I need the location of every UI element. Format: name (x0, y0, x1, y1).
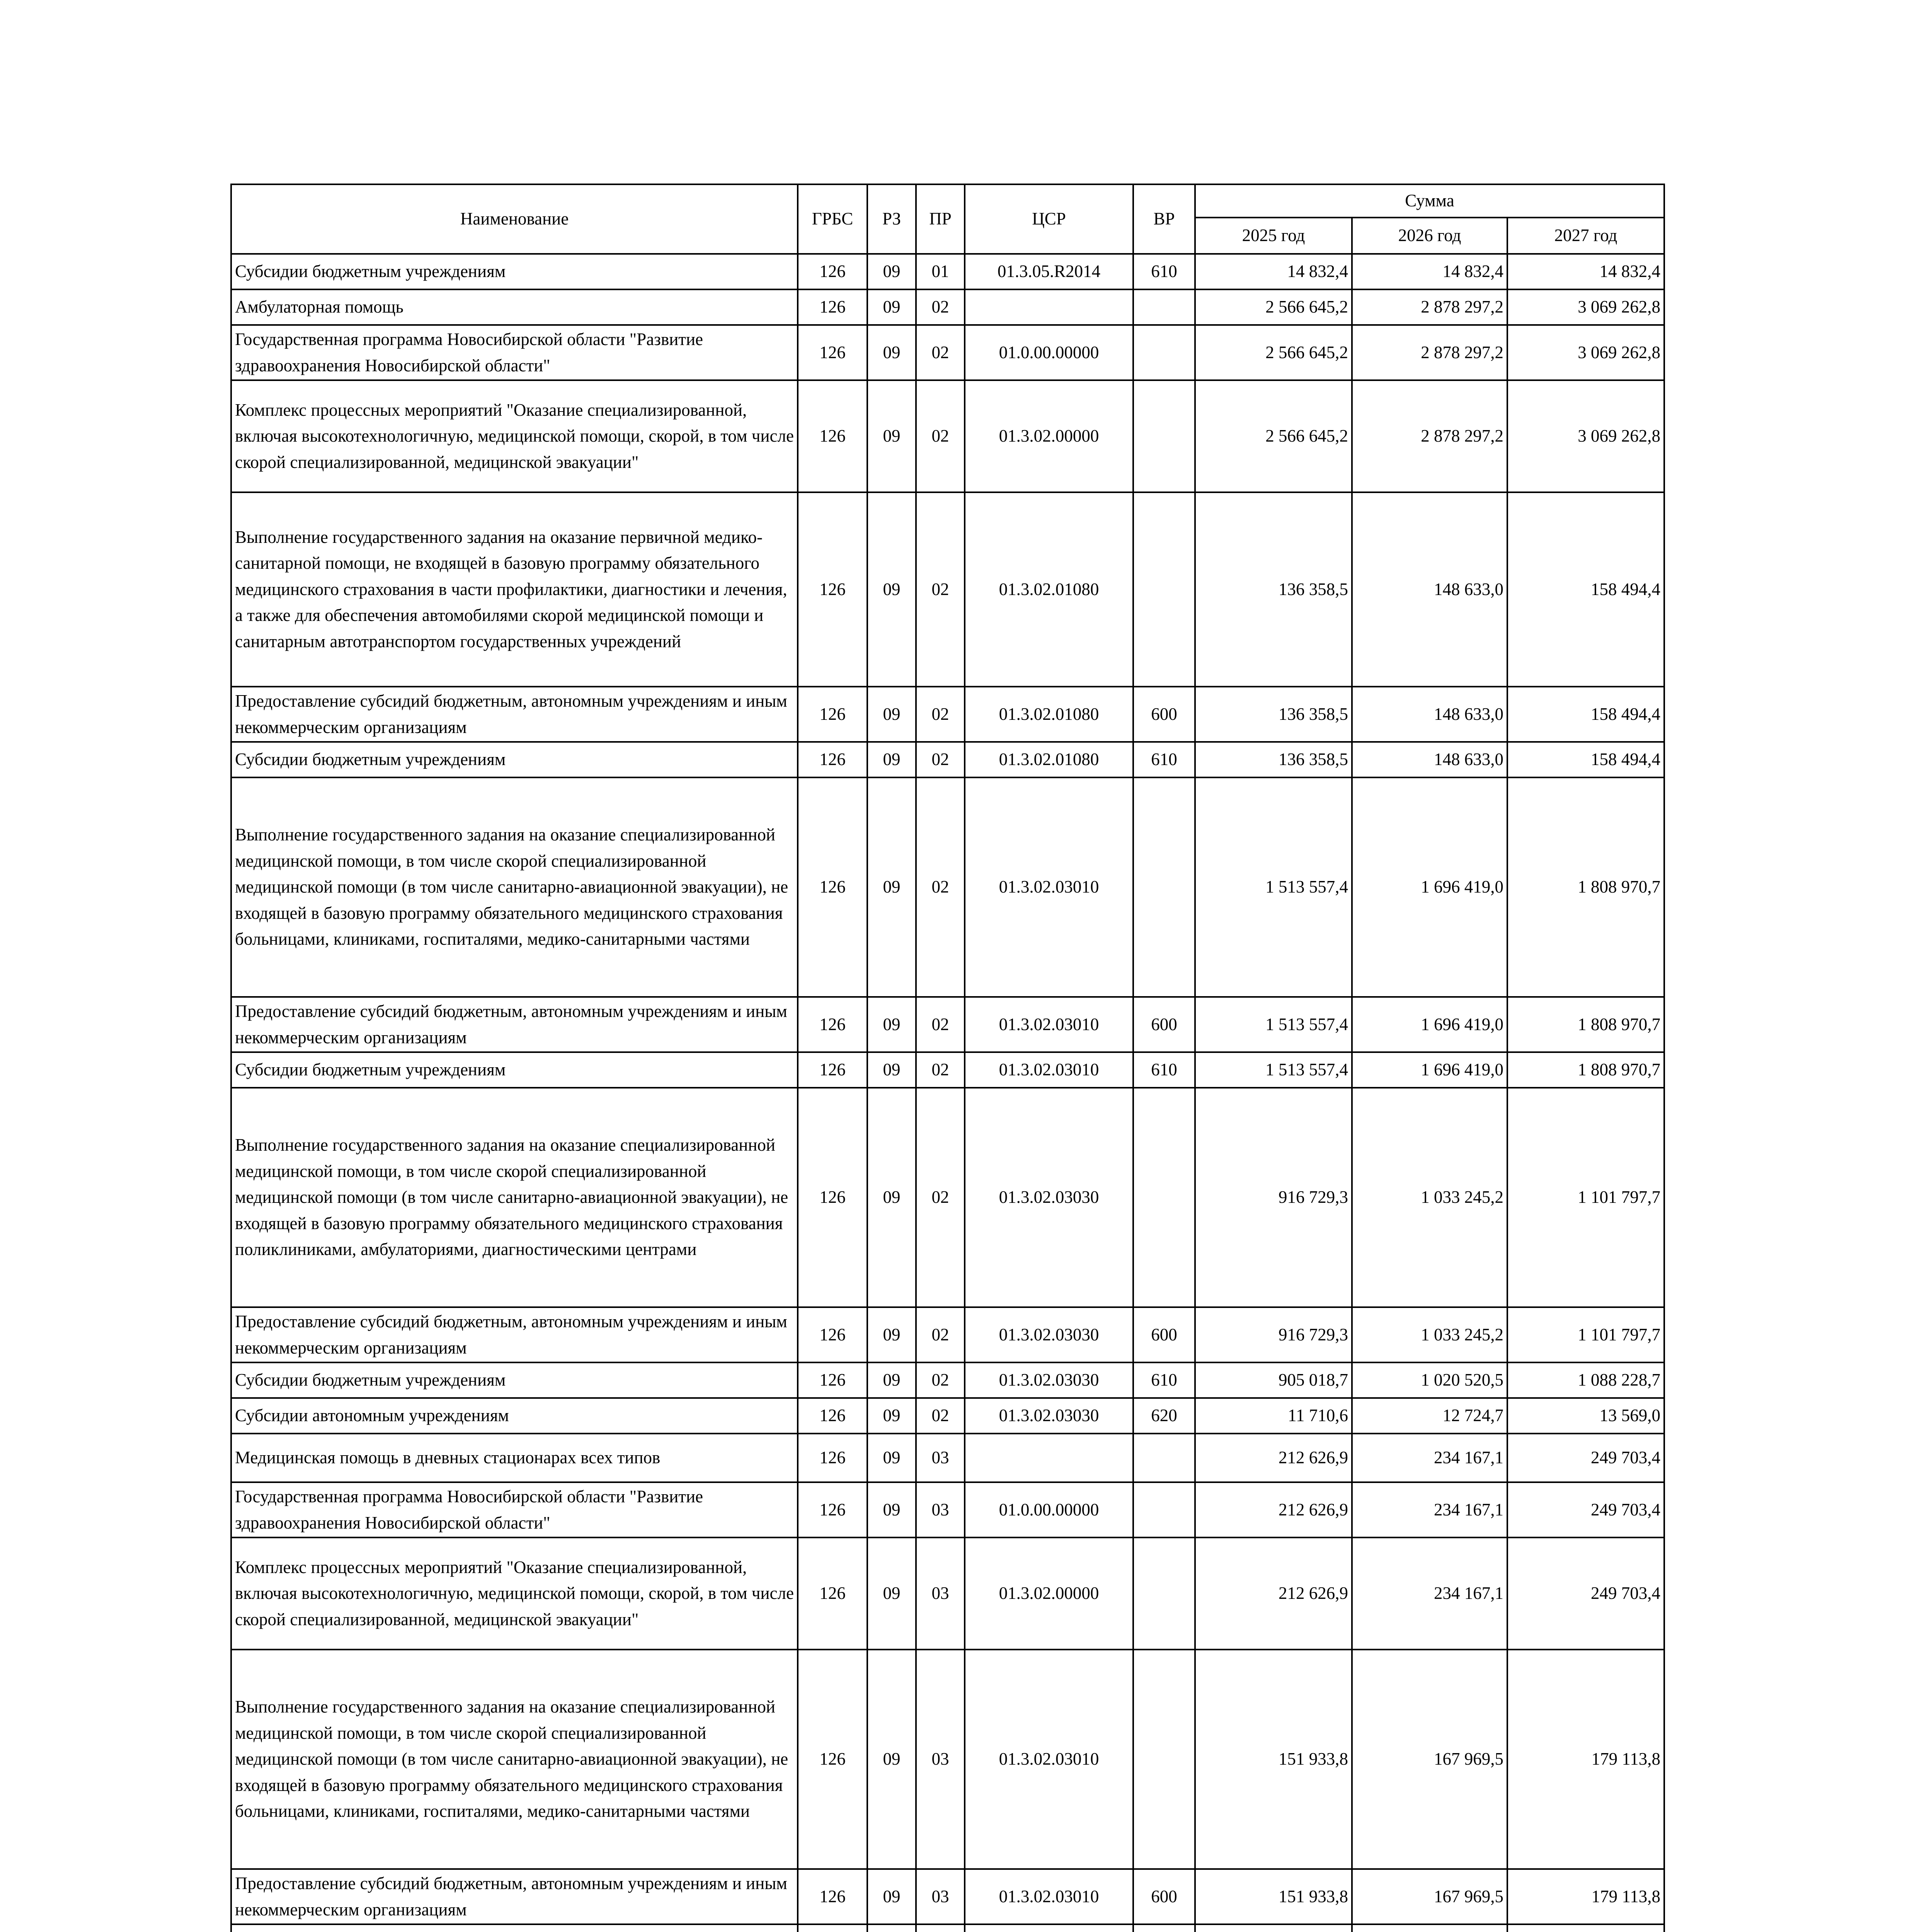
header-rz: РЗ (867, 184, 916, 254)
cell-name: Выполнение государственного задания на оказание специализированной медицинской помощи, в том числе скорой специализированной медицинской помощи (в том числе санитарно-авиационной эвакуации), не входящей в базовую программу обязательного медицинского страхования больницами, клиниками, госпиталями, медико-санитарными частями (231, 777, 798, 997)
header-year-2026: 2026 год (1352, 218, 1507, 254)
cell-sum-2027: 1 808 970,7 (1507, 997, 1664, 1052)
cell-sum-2025: 151 933,8 (1195, 1650, 1352, 1869)
cell-rz: 09 (867, 492, 916, 687)
cell-sum-2027: 179 113,8 (1507, 1869, 1664, 1924)
cell-vr (1133, 1088, 1195, 1307)
cell-grbs: 126 (798, 1398, 867, 1434)
cell-sum-2026: 1 696 419,0 (1352, 997, 1507, 1052)
cell-sum-2025: 2 566 645,2 (1195, 289, 1352, 325)
cell-pr (916, 1924, 965, 1932)
table-row (231, 742, 1664, 777)
cell-sum-2027 (1507, 1924, 1664, 1932)
cell-grbs: 126 (798, 687, 867, 742)
cell-sum-2027: 3 069 262,8 (1507, 289, 1664, 325)
cell-name: Выполнение государственного задания на оказание специализированной медицинской помощи, в том числе скорой специализированной медицинской помощи (в том числе санитарно-авиационной эвакуации), не входящей в базовую программу обязательного медицинского страхования поликлиниками, амбулаториями, диагностическими центрами (231, 1088, 798, 1307)
cell-rz: 09 (867, 1362, 916, 1398)
cell-sum-2027: 179 113,8 (1507, 1650, 1664, 1869)
cell-sum-2027: 1 088 228,7 (1507, 1362, 1664, 1398)
cell-grbs: 126 (798, 1537, 867, 1650)
cell-sum-2025 (1195, 1924, 1352, 1932)
cell-sum-2026: 148 633,0 (1352, 492, 1507, 687)
cell-grbs: 126 (798, 289, 867, 325)
cell-grbs: 126 (798, 1434, 867, 1482)
table-row (231, 687, 1664, 742)
cell-pr: 03 (916, 1434, 965, 1482)
cell-sum-2027: 249 703,4 (1507, 1434, 1664, 1482)
cell-rz: 09 (867, 1398, 916, 1434)
cell-rz: 09 (867, 1052, 916, 1088)
cell-name: Комплекс процессных мероприятий "Оказание специализированной, включая высокотехнологичную, медицинской помощи, скорой, в том числе скорой специализированной, медицинской эвакуации" (231, 380, 798, 492)
cell-csr: 01.3.02.03010 (965, 1052, 1133, 1088)
cell-name: Предоставление субсидий бюджетным, автономным учреждениям и иным некоммерческим организациям (231, 1869, 798, 1924)
table-row (231, 1650, 1664, 1869)
table-row (231, 1052, 1664, 1088)
cell-sum-2026: 148 633,0 (1352, 687, 1507, 742)
cell-rz: 09 (867, 289, 916, 325)
cell-sum-2025: 11 710,6 (1195, 1398, 1352, 1434)
header-csr: ЦСР (965, 184, 1133, 254)
cell-sum-2025: 136 358,5 (1195, 687, 1352, 742)
cell-name: Комплекс процессных мероприятий "Оказание специализированной, включая высокотехнологичную, медицинской помощи, скорой, в том числе скорой специализированной, медицинской эвакуации" (231, 1537, 798, 1650)
cell-vr: 610 (1133, 742, 1195, 777)
cell-grbs: 126 (798, 1482, 867, 1537)
cell-vr (1133, 1924, 1195, 1932)
cell-sum-2025: 14 832,4 (1195, 254, 1352, 289)
cell-sum-2025: 151 933,8 (1195, 1869, 1352, 1924)
cell-name: Субсидии автономным учреждениям (231, 1398, 798, 1434)
cell-sum-2025: 916 729,3 (1195, 1307, 1352, 1362)
cell-name: Государственная программа Новосибирской области "Развитие здравоохранения Новосибирской области" (231, 325, 798, 380)
cell-sum-2025: 1 513 557,4 (1195, 1052, 1352, 1088)
cell-sum-2026: 2 878 297,2 (1352, 325, 1507, 380)
cell-sum-2026 (1352, 1924, 1507, 1932)
cell-sum-2026: 1 020 520,5 (1352, 1362, 1507, 1398)
cell-grbs: 126 (798, 254, 867, 289)
cell-sum-2027: 1 808 970,7 (1507, 1052, 1664, 1088)
cell-pr: 02 (916, 1052, 965, 1088)
cell-pr: 02 (916, 289, 965, 325)
table-header (231, 184, 1664, 254)
cell-name: Субсидии бюджетным учреждениям (231, 1052, 798, 1088)
cell-pr: 01 (916, 254, 965, 289)
cell-sum-2025: 1 513 557,4 (1195, 777, 1352, 997)
cell-name: Субсидии бюджетным учреждениям (231, 1362, 798, 1398)
cell-sum-2027: 158 494,4 (1507, 492, 1664, 687)
cell-name (231, 1924, 798, 1932)
table-row (231, 380, 1664, 492)
cell-grbs (798, 1924, 867, 1932)
cell-vr (1133, 1434, 1195, 1482)
cell-sum-2025: 212 626,9 (1195, 1537, 1352, 1650)
cell-pr: 02 (916, 777, 965, 997)
cell-name: Выполнение государственного задания на оказание специализированной медицинской помощи, в том числе скорой специализированной медицинской помощи (в том числе санитарно-авиационной эвакуации), не входящей в базовую программу обязательного медицинского страхования больницами, клиниками, госпиталями, медико-санитарными частями (231, 1650, 798, 1869)
cell-rz: 09 (867, 742, 916, 777)
cell-sum-2025: 2 566 645,2 (1195, 380, 1352, 492)
cell-rz: 09 (867, 1869, 916, 1924)
table-row (231, 1362, 1664, 1398)
table-row (231, 997, 1664, 1052)
table-row (231, 289, 1664, 325)
cell-csr: 01.3.02.01080 (965, 742, 1133, 777)
cell-grbs: 126 (798, 1088, 867, 1307)
cell-sum-2027: 1 101 797,7 (1507, 1088, 1664, 1307)
cell-csr: 01.3.02.03030 (965, 1307, 1133, 1362)
cell-sum-2025: 212 626,9 (1195, 1482, 1352, 1537)
cell-pr: 02 (916, 1088, 965, 1307)
cell-sum-2025: 212 626,9 (1195, 1434, 1352, 1482)
cell-vr: 610 (1133, 1362, 1195, 1398)
cell-pr: 03 (916, 1537, 965, 1650)
cell-sum-2026: 1 033 245,2 (1352, 1307, 1507, 1362)
cell-name: Предоставление субсидий бюджетным, автономным учреждениям и иным некоммерческим организациям (231, 997, 798, 1052)
cell-sum-2026: 234 167,1 (1352, 1434, 1507, 1482)
cell-sum-2027: 249 703,4 (1507, 1537, 1664, 1650)
cell-pr: 02 (916, 997, 965, 1052)
cell-csr: 01.3.02.01080 (965, 492, 1133, 687)
cell-vr: 600 (1133, 997, 1195, 1052)
cell-csr: 01.3.02.03030 (965, 1088, 1133, 1307)
cell-csr: 01.3.02.03010 (965, 997, 1133, 1052)
table-body (231, 254, 1664, 1932)
cell-sum-2027: 158 494,4 (1507, 687, 1664, 742)
cell-pr: 02 (916, 1398, 965, 1434)
cell-name: Субсидии бюджетным учреждениям (231, 742, 798, 777)
cell-vr: 600 (1133, 1307, 1195, 1362)
cell-csr: 01.0.00.00000 (965, 325, 1133, 380)
cell-sum-2025: 2 566 645,2 (1195, 325, 1352, 380)
cell-sum-2026: 2 878 297,2 (1352, 289, 1507, 325)
header-grbs: ГРБС (798, 184, 867, 254)
cell-sum-2027: 1 101 797,7 (1507, 1307, 1664, 1362)
cell-pr: 03 (916, 1482, 965, 1537)
cell-grbs: 126 (798, 1362, 867, 1398)
cell-grbs: 126 (798, 742, 867, 777)
cell-name: Предоставление субсидий бюджетным, автономным учреждениям и иным некоммерческим организациям (231, 687, 798, 742)
cell-grbs: 126 (798, 325, 867, 380)
cell-csr: 01.0.00.00000 (965, 1482, 1133, 1537)
cell-csr: 01.3.02.03010 (965, 777, 1133, 997)
cell-rz: 09 (867, 380, 916, 492)
cell-sum-2027: 158 494,4 (1507, 742, 1664, 777)
cell-vr (1133, 1537, 1195, 1650)
cell-rz: 09 (867, 254, 916, 289)
cell-sum-2026: 1 696 419,0 (1352, 1052, 1507, 1088)
cell-grbs: 126 (798, 380, 867, 492)
cell-pr: 02 (916, 1307, 965, 1362)
cell-name: Выполнение государственного задания на оказание первичной медико-санитарной помощи, не входящей в базовую программу обязательного медицинского страхования в части профилактики, диагностики и лечения, а также для обеспечения автомобилями скорой медицинской помощи и санитарным автотранспортом государственных учреждений (231, 492, 798, 687)
table-row (231, 254, 1664, 289)
cell-grbs: 126 (798, 777, 867, 997)
cell-pr: 03 (916, 1869, 965, 1924)
cell-rz: 09 (867, 1482, 916, 1537)
cell-grbs: 126 (798, 1307, 867, 1362)
cell-rz: 09 (867, 1088, 916, 1307)
cell-grbs: 126 (798, 492, 867, 687)
cell-name: Предоставление субсидий бюджетным, автономным учреждениям и иным некоммерческим организациям (231, 1307, 798, 1362)
cell-sum-2027: 1 808 970,7 (1507, 777, 1664, 997)
cell-name: Амбулаторная помощь (231, 289, 798, 325)
cell-csr: 01.3.02.00000 (965, 380, 1133, 492)
cell-vr (1133, 380, 1195, 492)
cell-sum-2027: 3 069 262,8 (1507, 380, 1664, 492)
cell-csr: 01.3.05.R2014 (965, 254, 1133, 289)
cell-rz: 09 (867, 1434, 916, 1482)
cell-sum-2026: 234 167,1 (1352, 1482, 1507, 1537)
cell-pr: 02 (916, 742, 965, 777)
cell-csr (965, 289, 1133, 325)
cell-sum-2026: 167 969,5 (1352, 1869, 1507, 1924)
cell-grbs: 126 (798, 1650, 867, 1869)
cell-csr: 01.3.02.03030 (965, 1362, 1133, 1398)
cell-vr (1133, 289, 1195, 325)
table-row (231, 1088, 1664, 1307)
cell-csr: 01.3.02.03010 (965, 1650, 1133, 1869)
cell-grbs: 126 (798, 1869, 867, 1924)
cell-name: Государственная программа Новосибирской области "Развитие здравоохранения Новосибирской области" (231, 1482, 798, 1537)
cell-rz: 09 (867, 1650, 916, 1869)
budget-table (230, 184, 1665, 1932)
cell-vr: 620 (1133, 1398, 1195, 1434)
table-row (231, 1537, 1664, 1650)
cell-vr: 610 (1133, 1052, 1195, 1088)
cell-sum-2025: 905 018,7 (1195, 1362, 1352, 1398)
header-vr: ВР (1133, 184, 1195, 254)
cell-sum-2027: 3 069 262,8 (1507, 325, 1664, 380)
cell-sum-2026: 2 878 297,2 (1352, 380, 1507, 492)
table-row (231, 492, 1664, 687)
cell-sum-2026: 1 696 419,0 (1352, 777, 1507, 997)
table-row (231, 1869, 1664, 1924)
cell-sum-2025: 136 358,5 (1195, 492, 1352, 687)
cell-pr: 02 (916, 380, 965, 492)
header-year-2027: 2027 год (1507, 218, 1664, 254)
cell-sum-2025: 1 513 557,4 (1195, 997, 1352, 1052)
cell-sum-2026: 12 724,7 (1352, 1398, 1507, 1434)
cell-vr: 610 (1133, 254, 1195, 289)
cell-vr: 600 (1133, 1869, 1195, 1924)
table-row (231, 1482, 1664, 1537)
cell-sum-2026: 1 033 245,2 (1352, 1088, 1507, 1307)
cell-rz: 09 (867, 1307, 916, 1362)
cell-sum-2026: 14 832,4 (1352, 254, 1507, 289)
cell-sum-2027: 14 832,4 (1507, 254, 1664, 289)
cell-rz: 09 (867, 997, 916, 1052)
cell-vr (1133, 325, 1195, 380)
header-name: Наименование (231, 184, 798, 254)
cell-rz: 09 (867, 777, 916, 997)
cell-csr: 01.3.02.03030 (965, 1398, 1133, 1434)
cell-grbs: 126 (798, 997, 867, 1052)
table-row (231, 1398, 1664, 1434)
cell-sum-2027: 13 569,0 (1507, 1398, 1664, 1434)
table-row (231, 325, 1664, 380)
cell-vr (1133, 1650, 1195, 1869)
cell-rz (867, 1924, 916, 1932)
cell-csr: 01.3.02.03010 (965, 1869, 1133, 1924)
cell-sum-2026: 167 969,5 (1352, 1650, 1507, 1869)
cell-rz: 09 (867, 1537, 916, 1650)
cell-sum-2026: 148 633,0 (1352, 742, 1507, 777)
cell-name: Субсидии бюджетным учреждениям (231, 254, 798, 289)
header-pr: ПР (916, 184, 965, 254)
cell-vr (1133, 777, 1195, 997)
cell-pr: 02 (916, 1362, 965, 1398)
header-year-2025: 2025 год (1195, 218, 1352, 254)
cell-vr (1133, 1482, 1195, 1537)
table-row (231, 1307, 1664, 1362)
cell-pr: 02 (916, 687, 965, 742)
cell-sum-2025: 136 358,5 (1195, 742, 1352, 777)
cell-pr: 02 (916, 492, 965, 687)
cell-sum-2027: 249 703,4 (1507, 1482, 1664, 1537)
cell-csr (965, 1924, 1133, 1932)
cell-pr: 02 (916, 325, 965, 380)
cell-sum-2025: 916 729,3 (1195, 1088, 1352, 1307)
cell-vr: 600 (1133, 687, 1195, 742)
cell-grbs: 126 (798, 1052, 867, 1088)
table-row (231, 1924, 1664, 1932)
cell-vr (1133, 492, 1195, 687)
table-row (231, 777, 1664, 997)
header-sum: Сумма (1195, 184, 1664, 218)
cell-name: Медицинская помощь в дневных стационарах всех типов (231, 1434, 798, 1482)
cell-pr: 03 (916, 1650, 965, 1869)
cell-csr: 01.3.02.01080 (965, 687, 1133, 742)
table-row (231, 1434, 1664, 1482)
cell-sum-2026: 234 167,1 (1352, 1537, 1507, 1650)
cell-csr (965, 1434, 1133, 1482)
cell-rz: 09 (867, 325, 916, 380)
cell-csr: 01.3.02.00000 (965, 1537, 1133, 1650)
cell-rz: 09 (867, 687, 916, 742)
